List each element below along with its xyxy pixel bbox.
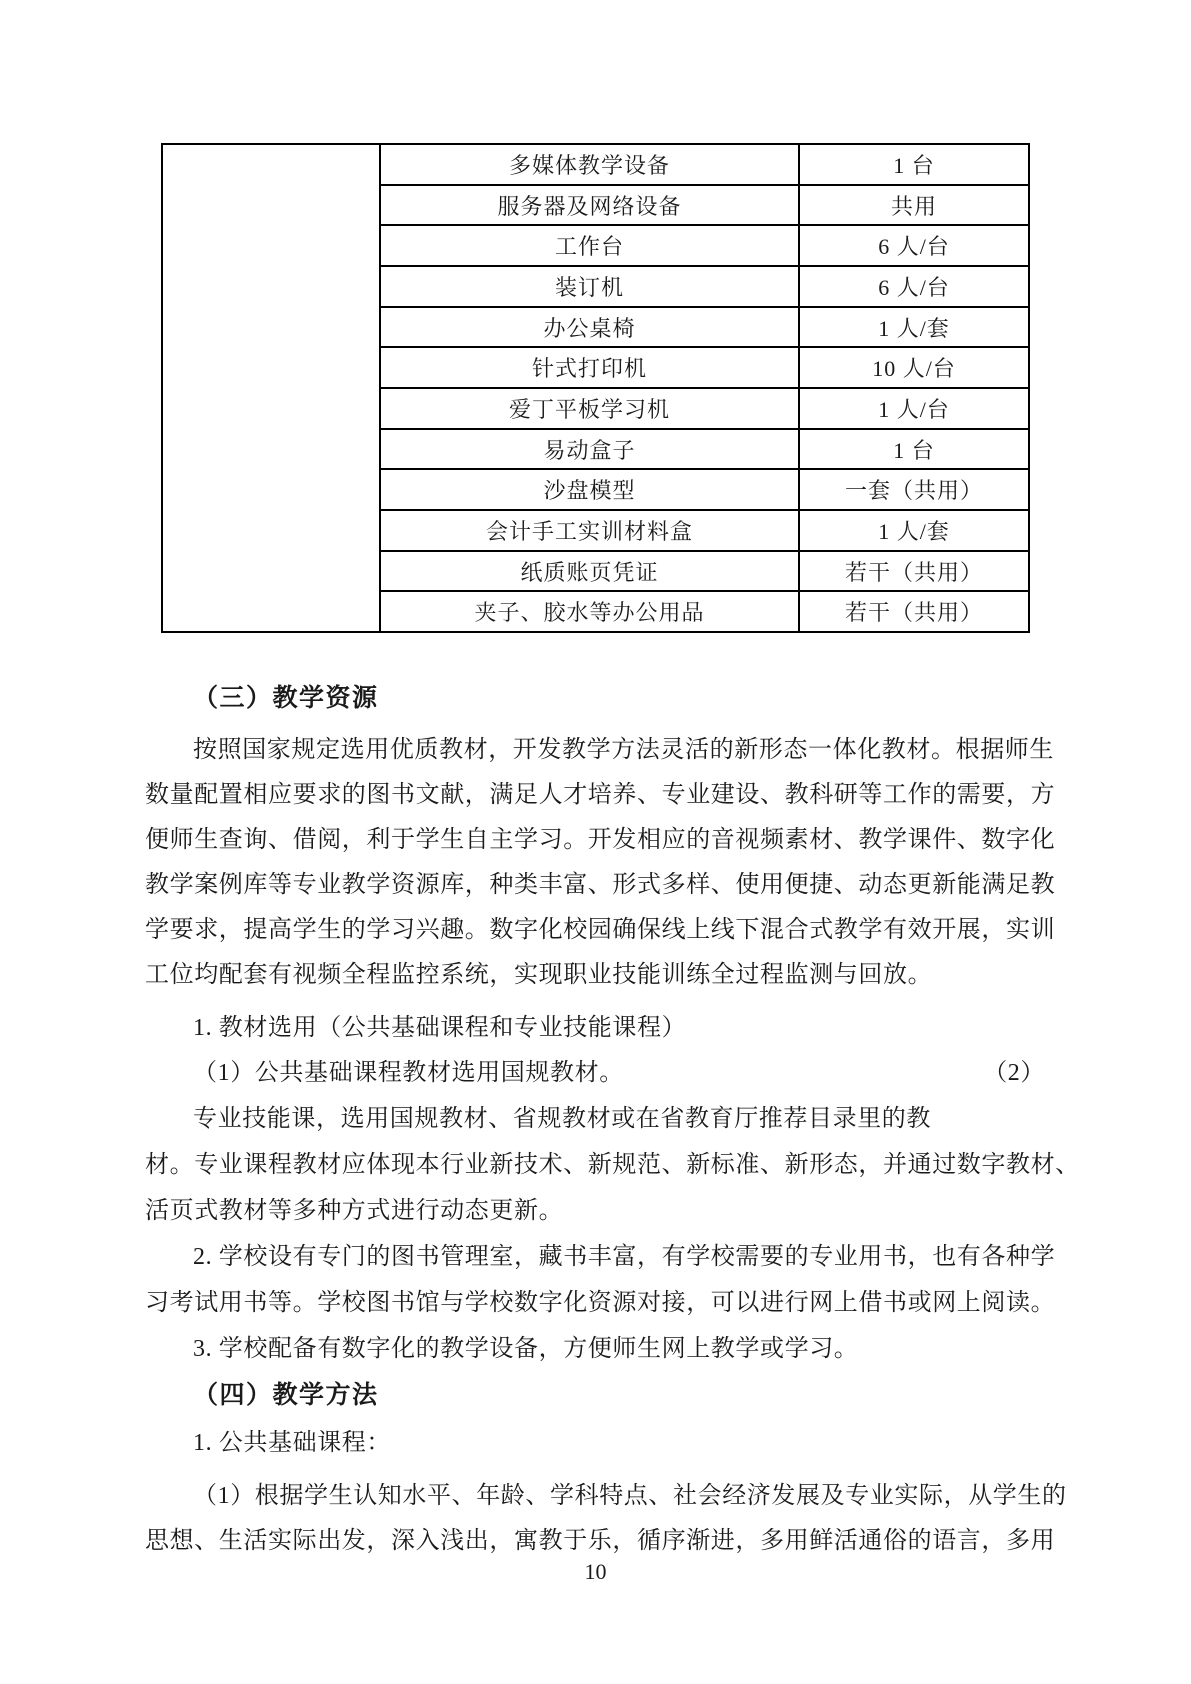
equipment-name-cell: 夹子、胶水等办公用品 <box>381 592 800 631</box>
equipment-quantity-cell: 若干（共用） <box>844 559 983 585</box>
text-line: 数量配置相应要求的图书文献，满足人才培养、专业建设、教科研等工作的需要，方 <box>145 782 1056 808</box>
text-line <box>145 1058 1045 1088</box>
equipment-name-cell: 会计手工实训材料盒 <box>381 511 800 550</box>
equipment-name-cell: 沙盘模型 <box>381 470 800 509</box>
equipment-quantity-cell: 6 人/台 <box>878 274 950 300</box>
text-line: 按照国家规定选用优质教材，开发教学方法灵活的新形态一体化教材。根据师生 <box>193 737 1054 763</box>
text-line-main: （1）公共基础课程教材选用国规教材。 <box>193 1060 624 1086</box>
text-line: 教学案例库等专业教学资源库，种类丰富、形式多样、使用便捷、动态更新能满足教 <box>145 872 1056 898</box>
equipment-name-cell: 易动盒子 <box>381 430 800 469</box>
page-number: 10 <box>584 1559 607 1584</box>
equipment-quantity-cell: 一套（共用） <box>844 478 983 504</box>
equipment-quantity-cell: 1 人/台 <box>878 396 950 422</box>
equipment-quantity-cell: 10 人/台 <box>872 356 956 382</box>
equipment-quantity-cell: 1 台 <box>893 152 935 178</box>
text-line: 1. 教材选用（公共基础课程和专业技能课程） <box>193 1015 687 1041</box>
equipment-quantity-cell: 1 人/套 <box>878 518 950 544</box>
equipment-name-cell: 纸质账页凭证 <box>381 552 800 591</box>
text-line: （1）根据学生认知水平、年龄、学科特点、社会经济发展及专业实际，从学生的 <box>193 1483 1067 1509</box>
equipment-quantity-cell: 共用 <box>890 193 937 219</box>
equipment-name-cell: 办公桌椅 <box>381 308 800 347</box>
equipment-quantity-cell: 6 人/台 <box>878 234 950 260</box>
text-line: 习考试用书等。学校图书馆与学校数字化资源对接，可以进行网上借书或网上阅读。 <box>145 1290 1056 1316</box>
text-line: 3. 学校配备有数字化的教学设备，方便师生网上教学或学习。 <box>193 1336 859 1362</box>
equipment-name-cell: 多媒体教学设备 <box>381 145 800 184</box>
text-line: 学要求，提高学生的学习兴趣。数字化校园确保线上线下混合式教学有效开展，实训 <box>145 917 1056 943</box>
equipment-quantity-cell: 1 人/套 <box>878 315 950 341</box>
text-line: 思想、生活实际出发，深入浅出，寓教于乐，循序渐进，多用鲜活通俗的语言，多用 <box>145 1528 1056 1554</box>
text-line: 材。专业课程教材应体现本行业新技术、新规范、新标准、新形态，并通过数字教材、 <box>145 1152 1080 1178</box>
text-line: 便师生查询、借阅，利于学生自主学习。开发相应的音视频素材、教学课件、数字化 <box>145 827 1056 853</box>
equipment-name-cell: 工作台 <box>381 226 800 265</box>
equipment-quantity-cell: 1 台 <box>893 437 935 463</box>
equipment-name-cell: 服务器及网络设备 <box>381 186 800 225</box>
text-line: 1. 公共基础课程： <box>193 1430 391 1456</box>
equipment-name-cell: 针式打印机 <box>381 348 800 387</box>
text-line: 活页式教材等多种方式进行动态更新。 <box>145 1198 564 1224</box>
text-line: 2. 学校设有专门的图书管理室，藏书丰富，有学校需要的专业用书，也有各种学 <box>193 1244 1056 1270</box>
equipment-quantity-cell: 若干（共用） <box>844 600 983 626</box>
section-heading: （四）教学方法 <box>193 1382 379 1409</box>
section-heading: （三）教学资源 <box>193 685 379 712</box>
text-line-right-marker: （2） <box>983 1060 1045 1086</box>
text-line: 专业技能课，选用国规教材、省规教材或在省教育厅推荐目录里的教 <box>193 1106 931 1132</box>
text-line: 工位均配套有视频全程监控系统，实现职业技能训练全过程监测与回放。 <box>145 962 933 988</box>
equipment-name-cell: 装订机 <box>381 267 800 306</box>
equipment-name-cell: 爱丁平板学习机 <box>381 389 800 428</box>
